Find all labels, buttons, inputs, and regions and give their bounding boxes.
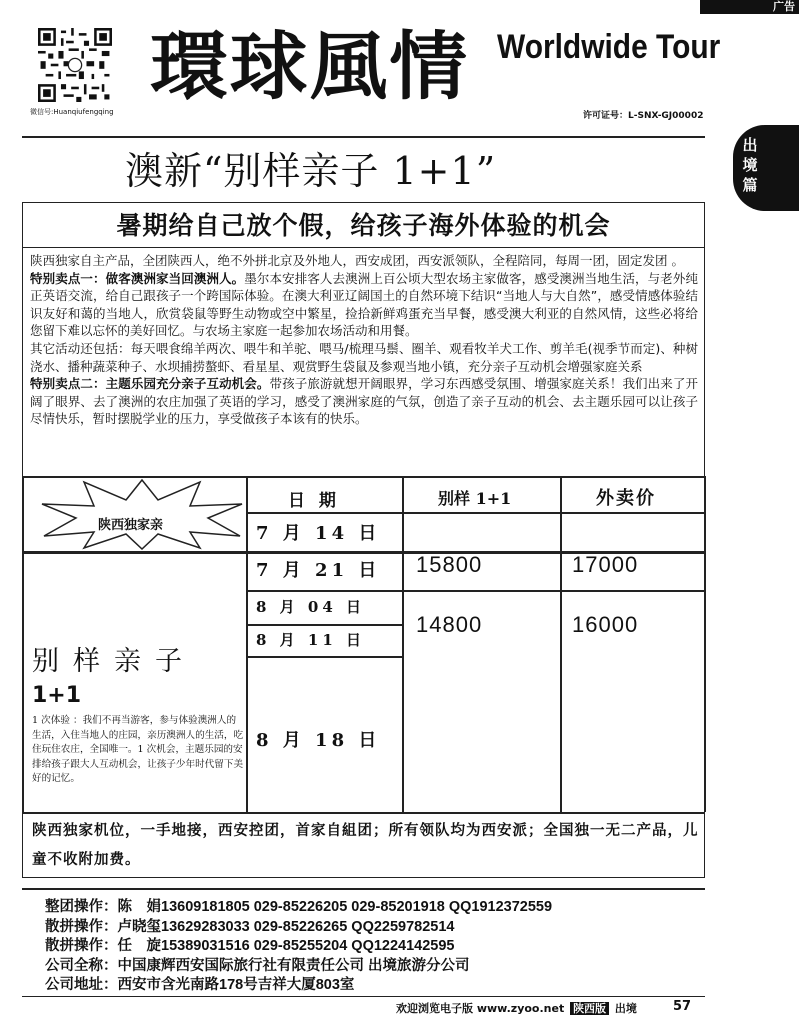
footer-divider xyxy=(22,996,705,997)
table-row-line-2 xyxy=(246,590,705,592)
selling-point-1 xyxy=(30,270,698,340)
product-price-group-2: 14800 xyxy=(416,612,483,637)
qr-code xyxy=(38,28,112,102)
header-divider xyxy=(22,136,705,138)
brand-english-title: Worldwide Tour xyxy=(497,28,721,66)
section-tab xyxy=(733,125,799,211)
header-product: 别样 1+1 xyxy=(438,489,512,508)
footer-section: 出境 xyxy=(614,1002,637,1015)
sale-price-group-1: 17000 xyxy=(572,552,639,577)
headline: 暑期给自己放个假，给孩子海外体验的机会 xyxy=(22,204,705,248)
intro-text: 陕西独家自主产品，全团陕西人，绝不外拼北京及外地人，西安成团，西安派领队，全程陪同，每周一团，固定发团 。 xyxy=(30,253,684,268)
description xyxy=(30,252,698,428)
page-number: 57 xyxy=(673,999,692,1014)
company-address: 公司地址：西安市含光南路178号吉祥大厦803室 xyxy=(45,977,355,993)
selling-point-1-text: 墨尔本安排客人去澳洲上百公顷大型农场主家做客，感受澳洲当地生活，与老外纯正英语交流，给自己跟孩子一个跨国际体验。在澳大利亚辽阔国土的自然环境下结识“当地人与大自然”，感受情感体验结识友好和蔼的当地人，欣赏袋鼠等野生动物或空中繁星，捡拾新鲜鸡蛋充当早餐，感受澳大利亚的自然风情，这些必将给您留下难以忘怀的美好回忆。与农场主家庭一起参加农场活动和用餐。 xyxy=(30,270,698,339)
product-price-group-1: 15800 xyxy=(416,552,483,577)
table-header-line xyxy=(246,512,705,514)
footnote: 陕西独家机位，一手地接，西安控团，首家自組团；所有领队均为西安派；全国独一无二产品，儿童不收附加费。 xyxy=(32,822,699,868)
footer-brand: 陕西版 xyxy=(570,1002,609,1015)
table-row-line-4 xyxy=(246,656,402,658)
date-5: 8 月 18 日 xyxy=(256,730,381,751)
table-col-divider-2 xyxy=(402,476,404,812)
contact-line: 散拼操作：卢晓玺13629283033 029-85226265 QQ2259782514 xyxy=(45,918,455,935)
left-panel-note: 1 次体验 ：我们不再当游客，参与体验澳洲人的生活，入住当地人的庄园，亲历澳洲人的生活，吃住玩住农庄，全国唯一。1 次机会，主题乐园的安排给孩子跟大人互动机会，让孩子少年时代留下美好的记忆。 xyxy=(32,715,244,784)
table-col-divider-3 xyxy=(560,476,562,812)
header-price: 外卖价 xyxy=(596,488,656,509)
left-panel-subtitle: 1+1 xyxy=(32,683,82,708)
sale-price-group-2: 16000 xyxy=(572,612,639,637)
table-right-border xyxy=(704,476,706,812)
product-title: 澳新“别样亲子 1+1” xyxy=(125,149,497,193)
contact-line: 散拼操作：任 旋15389031516 029-85255204 QQ1224142595 xyxy=(45,938,455,954)
table-col-divider-1 xyxy=(246,476,248,812)
header-date: 日 期 xyxy=(288,491,340,511)
table-row-line-3 xyxy=(246,624,402,626)
ad-tag: 广告 xyxy=(700,0,799,14)
left-panel-title: 别样亲子 xyxy=(32,646,196,677)
selling-point-1-label: 特别卖点一：做客澳洲家当回澳洲人。 xyxy=(30,270,245,286)
selling-point-2-text: 带孩子旅游就想开阔眼界，学习东西感受氛围、增强家庭关系！我们出来了开阔了眼界、去了澳洲的农庄加强了英语的学习，感受了澳洲家庭的气氛，创造了亲子互动的机会、去主题乐园可以让孩子尽情快乐，暂时摆脱学业的压力，享受做孩子本该有的快乐。 xyxy=(30,376,698,427)
badge-label: 陕西独家亲 xyxy=(98,518,164,533)
date-2: 7 月 21 日 xyxy=(256,560,381,581)
contacts xyxy=(45,898,552,996)
section-tab-label: 出境篇 xyxy=(742,136,758,194)
company-name: 公司全称：中国康辉西安国际旅行社有限责任公司 出境旅游分公司 xyxy=(45,957,470,974)
selling-point-2 xyxy=(30,375,698,428)
date-4: 8 月 11 日 xyxy=(256,631,365,649)
brand-title: 環球風情 xyxy=(150,24,470,110)
selling-point-2-label: 特别卖点二：主题乐园充分亲子互动机会。 xyxy=(30,376,270,392)
date-1: 7 月 14 日 xyxy=(256,523,381,544)
footer-text: 欢迎浏览电子版 www.zyoo.net xyxy=(396,1002,565,1015)
qr-caption: 微信号:Huanqiufengqing xyxy=(30,108,114,116)
contacts-divider xyxy=(22,888,705,890)
other-activities: 其它活动还包括：每天喂食绵羊两次、喂牛和羊驼、喂马/梳理马鬃、圈羊、观看牧羊犬工作、剪羊毛(视季节而定)、种树浇水、播种蔬菜种子、水坝捕捞螯虾、看星星、观赏野生袋鼠及参观当地小镇，充分亲子互动机会增强家庭关系 xyxy=(30,340,698,374)
footer-bar xyxy=(396,1000,637,1016)
date-3: 8 月 04 日 xyxy=(256,598,365,616)
contact-line: 整团操作：陈 娟13609181805 029-85226205 029-85201918 QQ1912372559 xyxy=(45,899,553,915)
table-left-border xyxy=(22,476,24,812)
license-number: 许可证号：L-SNX-GJ00002 xyxy=(583,111,704,121)
